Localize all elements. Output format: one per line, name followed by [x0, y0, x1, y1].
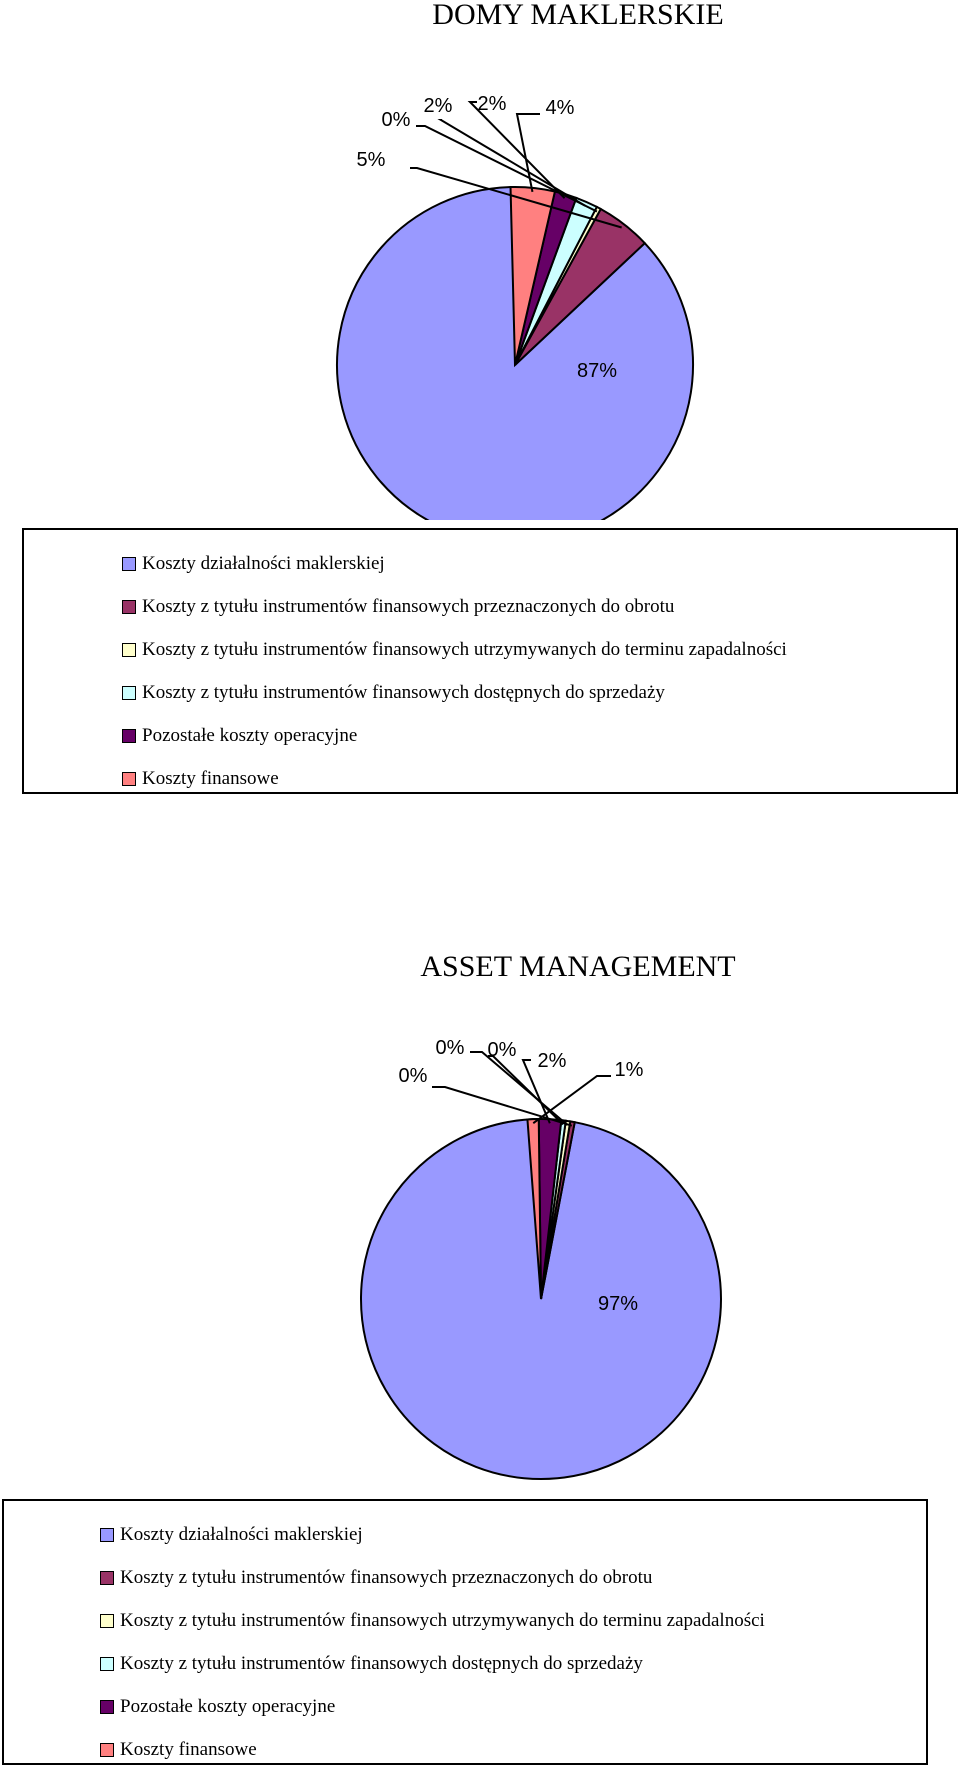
pie-chart-domy-maklerskie: [0, 60, 960, 520]
legend-swatch: [122, 643, 136, 657]
legend-item-4: [100, 1642, 926, 1685]
legend-item-1: [100, 1513, 926, 1556]
data-label-3: 0%: [381, 109, 411, 131]
legend-label: Pozostałe koszty operacyjne: [142, 724, 358, 746]
legend-swatch: [100, 1657, 114, 1671]
legend-label: Koszty z tytułu instrumentów finansowych dostępnych do sprzedaży: [142, 681, 665, 703]
legend-item-3: [122, 628, 956, 671]
legend-swatch: [122, 557, 136, 571]
leader-line-2: [432, 1087, 572, 1126]
legend-label: Koszty finansowe: [142, 767, 279, 789]
data-label-6: 1%: [614, 1059, 644, 1081]
leader-line-6: [533, 1076, 611, 1123]
chart-title-asset-management: ASSET MANAGEMENT: [420, 950, 736, 983]
legend-swatch: [100, 1743, 114, 1757]
legend-item-6: [122, 757, 956, 800]
data-label-5: 2%: [477, 93, 507, 115]
data-label-4: 2%: [423, 95, 453, 117]
data-label-1: 87%: [576, 360, 618, 382]
legend-label: Koszty z tytułu instrumentów finansowych dostępnych do sprzedaży: [120, 1652, 643, 1674]
legend-domy-maklerskie: [22, 528, 958, 794]
data-label-2: 0%: [398, 1065, 428, 1087]
data-label-3: 0%: [435, 1037, 465, 1059]
legend-swatch: [122, 729, 136, 743]
data-label-2: 5%: [356, 149, 386, 171]
legend-swatch: [122, 600, 136, 614]
legend-label: Koszty z tytułu instrumentów finansowych przeznaczonych do obrotu: [142, 595, 675, 617]
legend-item-5: [122, 714, 956, 757]
legend-swatch: [122, 772, 136, 786]
data-label-5: 2%: [537, 1050, 567, 1072]
legend-swatch: [100, 1700, 114, 1714]
legend-item-3: [100, 1599, 926, 1642]
legend-label: Koszty finansowe: [120, 1738, 257, 1760]
data-label-1: 97%: [597, 1293, 639, 1315]
legend-item-6: [100, 1728, 926, 1771]
data-label-4: 0%: [487, 1039, 517, 1061]
legend-label: Koszty z tytułu instrumentów finansowych utrzymywanych do terminu zapadalności: [142, 638, 787, 660]
chart-title-domy-maklerskie: DOMY MAKLERSKIE: [432, 0, 724, 31]
legend-item-2: [100, 1556, 926, 1599]
legend-item-5: [100, 1685, 926, 1728]
data-label-6: 4%: [545, 97, 575, 119]
pie-slices: [337, 187, 693, 520]
legend-item-4: [122, 671, 956, 714]
legend-swatch: [122, 686, 136, 700]
pie-slices: [361, 1119, 721, 1479]
legend-item-1: [122, 542, 956, 585]
pie-chart-asset-management: [0, 1020, 960, 1490]
legend-label: Koszty z tytułu instrumentów finansowych przeznaczonych do obrotu: [120, 1566, 653, 1588]
legend-swatch: [100, 1614, 114, 1628]
legend-label: Koszty z tytułu instrumentów finansowych utrzymywanych do terminu zapadalności: [120, 1609, 765, 1631]
legend-swatch: [100, 1528, 114, 1542]
legend-label: Pozostałe koszty operacyjne: [120, 1695, 336, 1717]
legend-label: Koszty działalności maklerskiej: [120, 1523, 363, 1545]
legend-asset-management: [2, 1499, 928, 1765]
legend-swatch: [100, 1571, 114, 1585]
legend-label: Koszty działalności maklerskiej: [142, 552, 385, 574]
legend-item-2: [122, 585, 956, 628]
